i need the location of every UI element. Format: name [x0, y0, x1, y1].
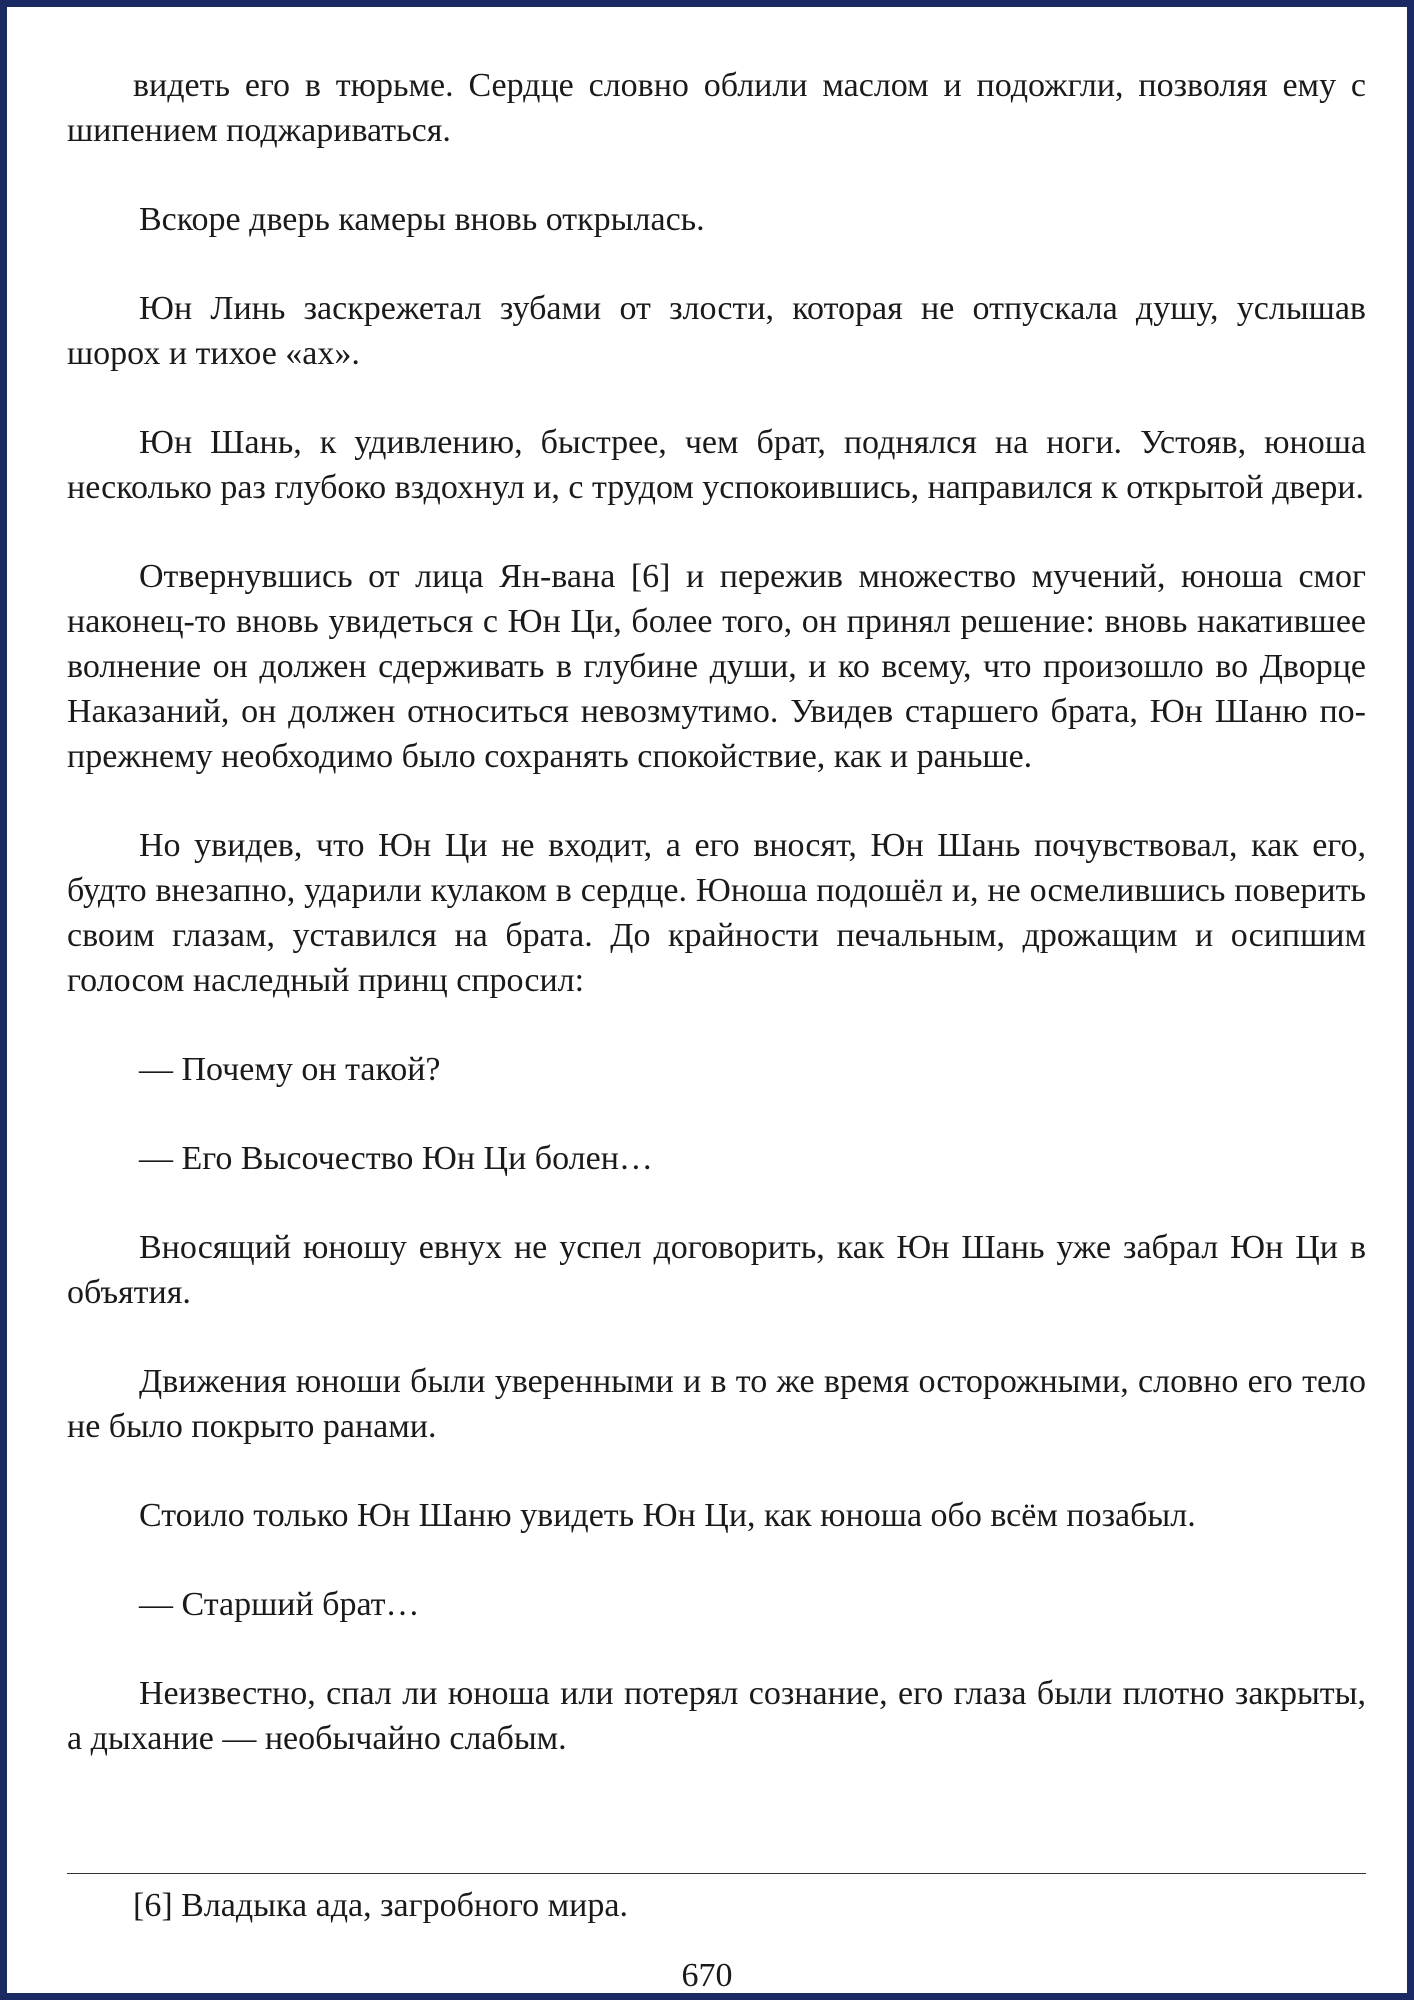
paragraph: Стоило только Юн Шаню увидеть Юн Ци, как юноша обо всём позабыл.: [139, 1497, 1196, 1534]
dialogue-line: — Старший брат…: [139, 1586, 420, 1623]
page-body-text: [67, 63, 1366, 1805]
dialogue-line: — Его Высочество Юн Ци болен…: [139, 1140, 653, 1177]
dialogue-line: — Почему он такой?: [139, 1051, 441, 1088]
paragraph: Неизвестно, спал ли юноша или потерял сознание, его глаза были плотно закрыты, а дыхание — необычайно слабым.: [67, 1675, 1366, 1757]
paragraph: Юн Шань, к удивлению, быстрее, чем брат, поднялся на ноги. Устояв, юноша несколько раз глубоко вздохнул и, с трудом успокоившись, направился к открытой двери.: [67, 424, 1366, 506]
paragraph: Вскоре дверь камеры вновь открылась.: [139, 201, 705, 238]
page-number: 670: [681, 1957, 733, 1994]
footnote: [6] Владыка ада, загробного мира.: [133, 1887, 628, 1924]
paragraph: видеть его в тюрьме. Сердце словно облили маслом и подожгли, позволяя ему с шипением поджариваться.: [67, 67, 1366, 149]
paragraph: Отвернувшись от лица Ян-вана [6] и пережив множество мучений, юноша смог наконец-то вновь увидеться с Юн Ци, более того, он принял решение: вновь накатившее волнение он должен сдерживать в глубине души, и ко всему, что произошло во Дворце Наказаний, он должен относиться невозмутимо. Увидев старшего брата, Юн Шаню по-прежнему необходимо было сохранять спокойствие, как и раньше.: [67, 558, 1366, 775]
paragraph: Вносящий юношу евнух не успел договорить, как Юн Шань уже забрал Юн Ци в объятия.: [67, 1229, 1366, 1311]
paragraph: Юн Линь заскрежетал зубами от злости, которая не отпускала душу, услышав шорох и тихое «ах».: [67, 290, 1366, 372]
paragraph: Движения юноши были уверенными и в то же время осторожными, словно его тело не было покрыто ранами.: [67, 1363, 1366, 1445]
paragraph: Но увидев, что Юн Ци не входит, а его вносят, Юн Шань почувствовал, как его, будто внезапно, ударили кулаком в сердце. Юноша подошёл и, не осмелившись поверить своим глазам, уставился на брата. До крайности печальным, дрожащим и осипшим голосом наследный принц спросил:: [67, 827, 1366, 999]
footnote-divider: [67, 1873, 1366, 1874]
